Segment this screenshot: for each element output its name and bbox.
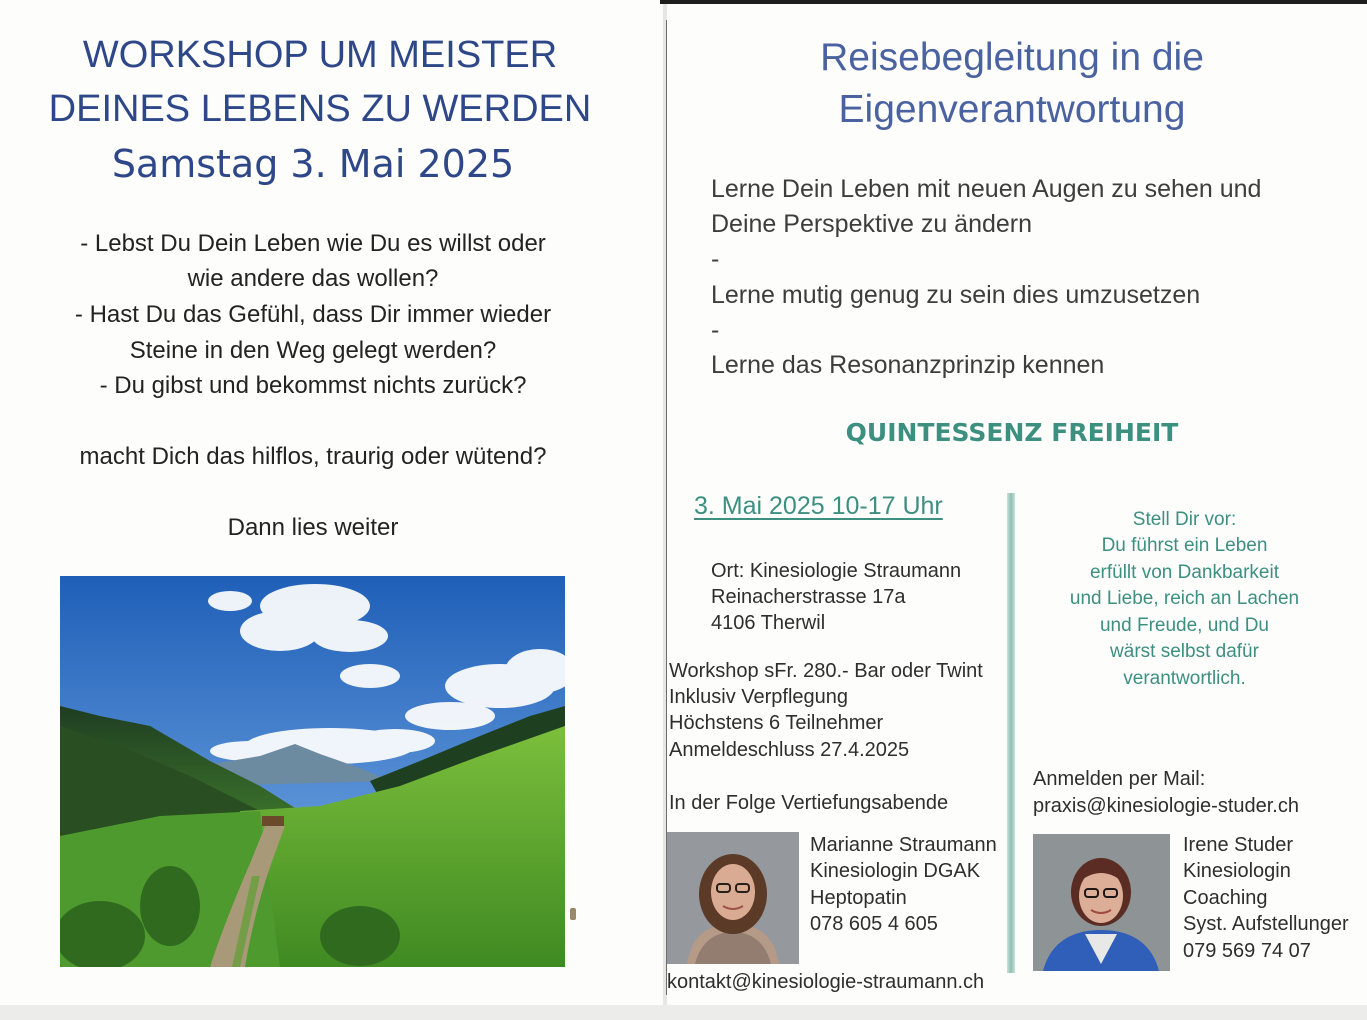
contact1-email[interactable]: kontakt@kinesiologie-straumann.ch bbox=[667, 971, 985, 993]
contact1-phone: 078 605 4 605 bbox=[810, 913, 938, 935]
contact2-line: Syst. Aufstellunger bbox=[1183, 913, 1349, 935]
question-line: Steine in den Weg gelegt werden? bbox=[129, 337, 497, 364]
intro-line: Deine Perspektive zu ändern bbox=[711, 210, 1033, 238]
left-title-line1: WORKSHOP UM MEISTER bbox=[82, 34, 558, 76]
intro-dash: - bbox=[711, 316, 720, 344]
right-title-line1: Reisebegleitung in die bbox=[820, 36, 1204, 79]
read-on-text: Dann lies weiter bbox=[227, 514, 399, 541]
contact2-name: Irene Studer bbox=[1183, 834, 1294, 856]
contact2-phone: 079 569 74 07 bbox=[1183, 940, 1311, 962]
register-label: Anmelden per Mail: bbox=[1033, 768, 1206, 790]
intro-line: Lerne das Resonanzprinzip kennen bbox=[711, 351, 1105, 379]
follow-up-text: In der Folge Vertiefungsabende bbox=[669, 792, 949, 814]
quintessence-heading: QUINTESSENZ FREIHEIT bbox=[845, 418, 1179, 447]
top-edge-shadow bbox=[660, 0, 1367, 4]
contact2-line: Coaching bbox=[1183, 887, 1268, 909]
question-line: - Du gibst und bekommst nichts zurück? bbox=[99, 372, 527, 399]
portrait-irene-studer bbox=[1033, 834, 1170, 971]
workshop-info-line: Inklusiv Verpflegung bbox=[669, 686, 849, 708]
contact1-line: Kinesiologin DGAK bbox=[810, 860, 981, 882]
closing-question: macht Dich das hilflos, traurig oder wütend? bbox=[79, 443, 547, 470]
left-date: Samstag 3. Mai 2025 bbox=[111, 142, 515, 186]
imagine-line: Du führst ein Leben bbox=[1101, 535, 1268, 556]
workshop-info-line: Anmeldeschluss 27.4.2025 bbox=[669, 739, 910, 761]
workshop-info-line: Höchstens 6 Teilnehmer bbox=[669, 712, 884, 734]
right-title-line2: Eigenverantwortung bbox=[838, 88, 1186, 131]
workshop-info-line: Workshop sFr. 280.- Bar oder Twint bbox=[669, 660, 983, 682]
contact1-line: Heptopatin bbox=[810, 887, 907, 909]
imagine-line: wärst selbst dafür bbox=[1110, 641, 1259, 662]
paper-speck bbox=[570, 908, 576, 920]
register-email[interactable]: praxis@kinesiologie-studer.ch bbox=[1033, 795, 1299, 817]
contact2-line: Kinesiologin bbox=[1183, 860, 1291, 882]
intro-line: Lerne mutig genug zu sein dies umzusetzen bbox=[711, 281, 1201, 309]
mountain-landscape-photo bbox=[60, 576, 565, 967]
imagine-line: und Liebe, reich an Lachen bbox=[1069, 588, 1300, 609]
event-date-time: 3. Mai 2025 10-17 Uhr bbox=[694, 492, 943, 520]
location-line: Reinacherstrasse 17a bbox=[711, 586, 906, 608]
portrait-marianne-straumann bbox=[667, 832, 799, 964]
contact1-name: Marianne Straumann bbox=[810, 834, 997, 856]
imagine-line: verantwortlich. bbox=[1123, 668, 1246, 689]
vertical-divider bbox=[1007, 493, 1015, 973]
imagine-line: Stell Dir vor: bbox=[1132, 509, 1237, 530]
intro-dash: - bbox=[711, 245, 720, 273]
intro-line: Lerne Dein Leben mit neuen Augen zu sehen und bbox=[711, 175, 1262, 203]
question-line: wie andere das wollen? bbox=[187, 265, 439, 292]
scan-bottom-edge bbox=[0, 1005, 1367, 1020]
question-line: - Lebst Du Dein Leben wie Du es willst oder bbox=[80, 230, 546, 257]
imagine-line: erfüllt von Dankbarkeit bbox=[1089, 562, 1280, 583]
left-title-line2: DEINES LEBENS ZU WERDEN bbox=[48, 88, 592, 130]
imagine-line: und Freude, und Du bbox=[1099, 615, 1269, 636]
location-line: 4106 Therwil bbox=[711, 612, 826, 634]
question-line: - Hast Du das Gefühl, dass Dir immer wieder bbox=[74, 301, 552, 328]
location-line: Ort: Kinesiologie Straumann bbox=[711, 560, 962, 582]
